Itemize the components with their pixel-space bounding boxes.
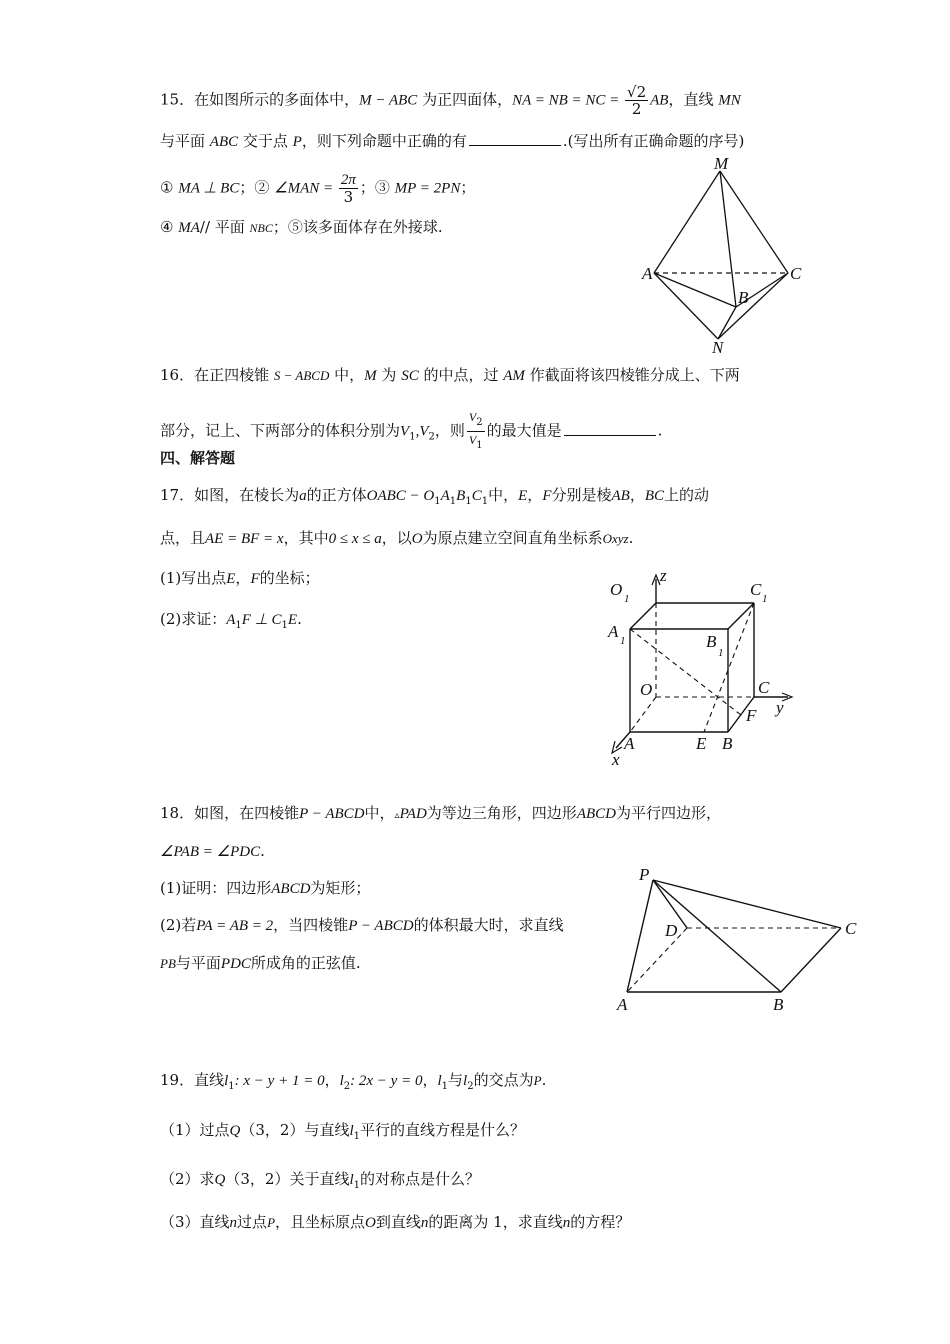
q16-answer-blank[interactable] bbox=[564, 421, 656, 436]
q18-line-1: 18．如图，在四棱锥P − ABCD中，▵PAD为等边三角形，四边形ABCD为平行四边形， bbox=[160, 804, 721, 822]
svg-text:1: 1 bbox=[762, 593, 768, 605]
q17-fig-label-A1: A bbox=[608, 622, 619, 641]
q17-line-1: 17．如图，在棱长为a的正方体OABC − $O_1A_1B_1C_1$中，E，F分别是棱AB，BC上的动 bbox=[160, 486, 710, 507]
q19-part-3: （3）直线n过点P，且坐标原点O到直线n的距离为 1，求直线n的方程？ bbox=[160, 1213, 631, 1231]
q15-angle-fraction: $\frac{2\pi}{3}$ bbox=[340, 172, 356, 206]
q17-fig-label-C1: C bbox=[750, 580, 762, 599]
q15-fig-label-M: M bbox=[714, 154, 729, 173]
q15-answer-blank[interactable] bbox=[469, 131, 561, 146]
q17-fig-label-z: z bbox=[660, 566, 667, 585]
q17-line-2: 点，且AE = BF = x，其中0 ≤ x ≤ a，以O为原点建立空间直角坐标系Oxyz. bbox=[160, 529, 634, 547]
q15-fig-label-A: A bbox=[642, 264, 653, 283]
q17-cube-figure bbox=[600, 565, 805, 770]
q17-fig-label-y: y bbox=[776, 698, 784, 717]
svg-text:1: 1 bbox=[718, 647, 724, 659]
q15-fraction: $\frac{√2}{2}$ bbox=[627, 83, 647, 118]
q18-pyramid-figure bbox=[605, 862, 865, 1017]
q17-part-2: (2)求证：$A_1F$ ⊥ $C_1E$. bbox=[160, 610, 302, 631]
q17-fig-label-B1: B bbox=[706, 632, 717, 651]
q18-fig-label-B: B bbox=[773, 995, 784, 1014]
q16-line-2: 部分，记上、下两部分的体积分别为$V_1,V_2$，则 $\frac{V_2}{V_1}$ 的最大值是 . bbox=[160, 409, 662, 454]
q15-line-2: 与平面 ABC 交于点 P，则下列命题中正确的有 .(写出所有正确命题的序号) bbox=[160, 132, 745, 150]
q17-fig-label-F: F bbox=[746, 706, 757, 725]
q18-part-2: (2)若PA = AB = 2，当四棱锥P − ABCD的体积最大时，求直线 bbox=[160, 916, 564, 934]
q19-part-1: （1）过点Q（3，2）与直线$l_1$平行的直线方程是什么？ bbox=[160, 1121, 526, 1142]
q15-fig-label-C: C bbox=[790, 264, 802, 283]
q18-fig-label-P: P bbox=[639, 865, 650, 884]
section-heading: 四、解答题 bbox=[160, 449, 236, 467]
q18-part-1: (1)证明：四边形ABCD为矩形； bbox=[160, 879, 371, 897]
q15-polyhedron-figure bbox=[640, 155, 810, 355]
q15-options-2: ④ MA// 平面 NBC；⑤该多面体存在外接球. bbox=[160, 218, 443, 236]
q15-line-1: 15．在如图所示的多面体中，M − ABC 为正四面体，NA = NB = NC = $\frac{√2}{2}$ AB，直线 MN bbox=[160, 83, 741, 118]
q15-options-1: ① MA ⊥ BC；② ∠MAN = $\frac{2\pi}{3}$ ；③ MP = 2PN； bbox=[160, 172, 476, 206]
svg-text:1: 1 bbox=[620, 635, 626, 647]
q17-fig-label-B: B bbox=[722, 734, 733, 753]
q17-fig-label-C: C bbox=[758, 678, 770, 697]
q16-line-1: 16．在正四棱锥 S − ABCD 中，M 为 SC 的中点，过 AM 作截面将该四棱锥分成上、下两 bbox=[160, 366, 740, 384]
q17-fig-label-E: E bbox=[696, 734, 707, 753]
q17-fig-label-A: A bbox=[624, 734, 635, 753]
q17-fig-label-x: x bbox=[612, 750, 620, 769]
q18-fig-label-C: C bbox=[845, 919, 857, 938]
q17-fig-label-O: O bbox=[640, 680, 653, 699]
q16-ratio-fraction: $\frac{V_2}{V_1}$ bbox=[468, 410, 483, 451]
q17-fig-label-O1: O bbox=[610, 580, 623, 599]
q19-part-2: （2）求Q（3，2）关于直线$l_1$的对称点是什么？ bbox=[160, 1170, 481, 1191]
q15-fig-label-N: N bbox=[712, 338, 724, 357]
q17-part-1: (1)写出点E，F的坐标； bbox=[160, 569, 320, 587]
q19-line-1: 19．直线$l_1$: x − y + 1 = 0，$l_2$: 2x − y = 0，$l_1$与$l_2$的交点为P. bbox=[160, 1071, 547, 1092]
svg-text:1: 1 bbox=[624, 593, 630, 605]
q15-fig-label-B: B bbox=[738, 288, 749, 307]
q18-part-2-cont: PB与平面PDC所成角的正弦值. bbox=[160, 954, 361, 972]
q18-fig-label-A: A bbox=[617, 995, 628, 1014]
q18-fig-label-D: D bbox=[665, 921, 678, 940]
q18-line-2: ∠PAB = ∠PDC. bbox=[160, 842, 265, 860]
